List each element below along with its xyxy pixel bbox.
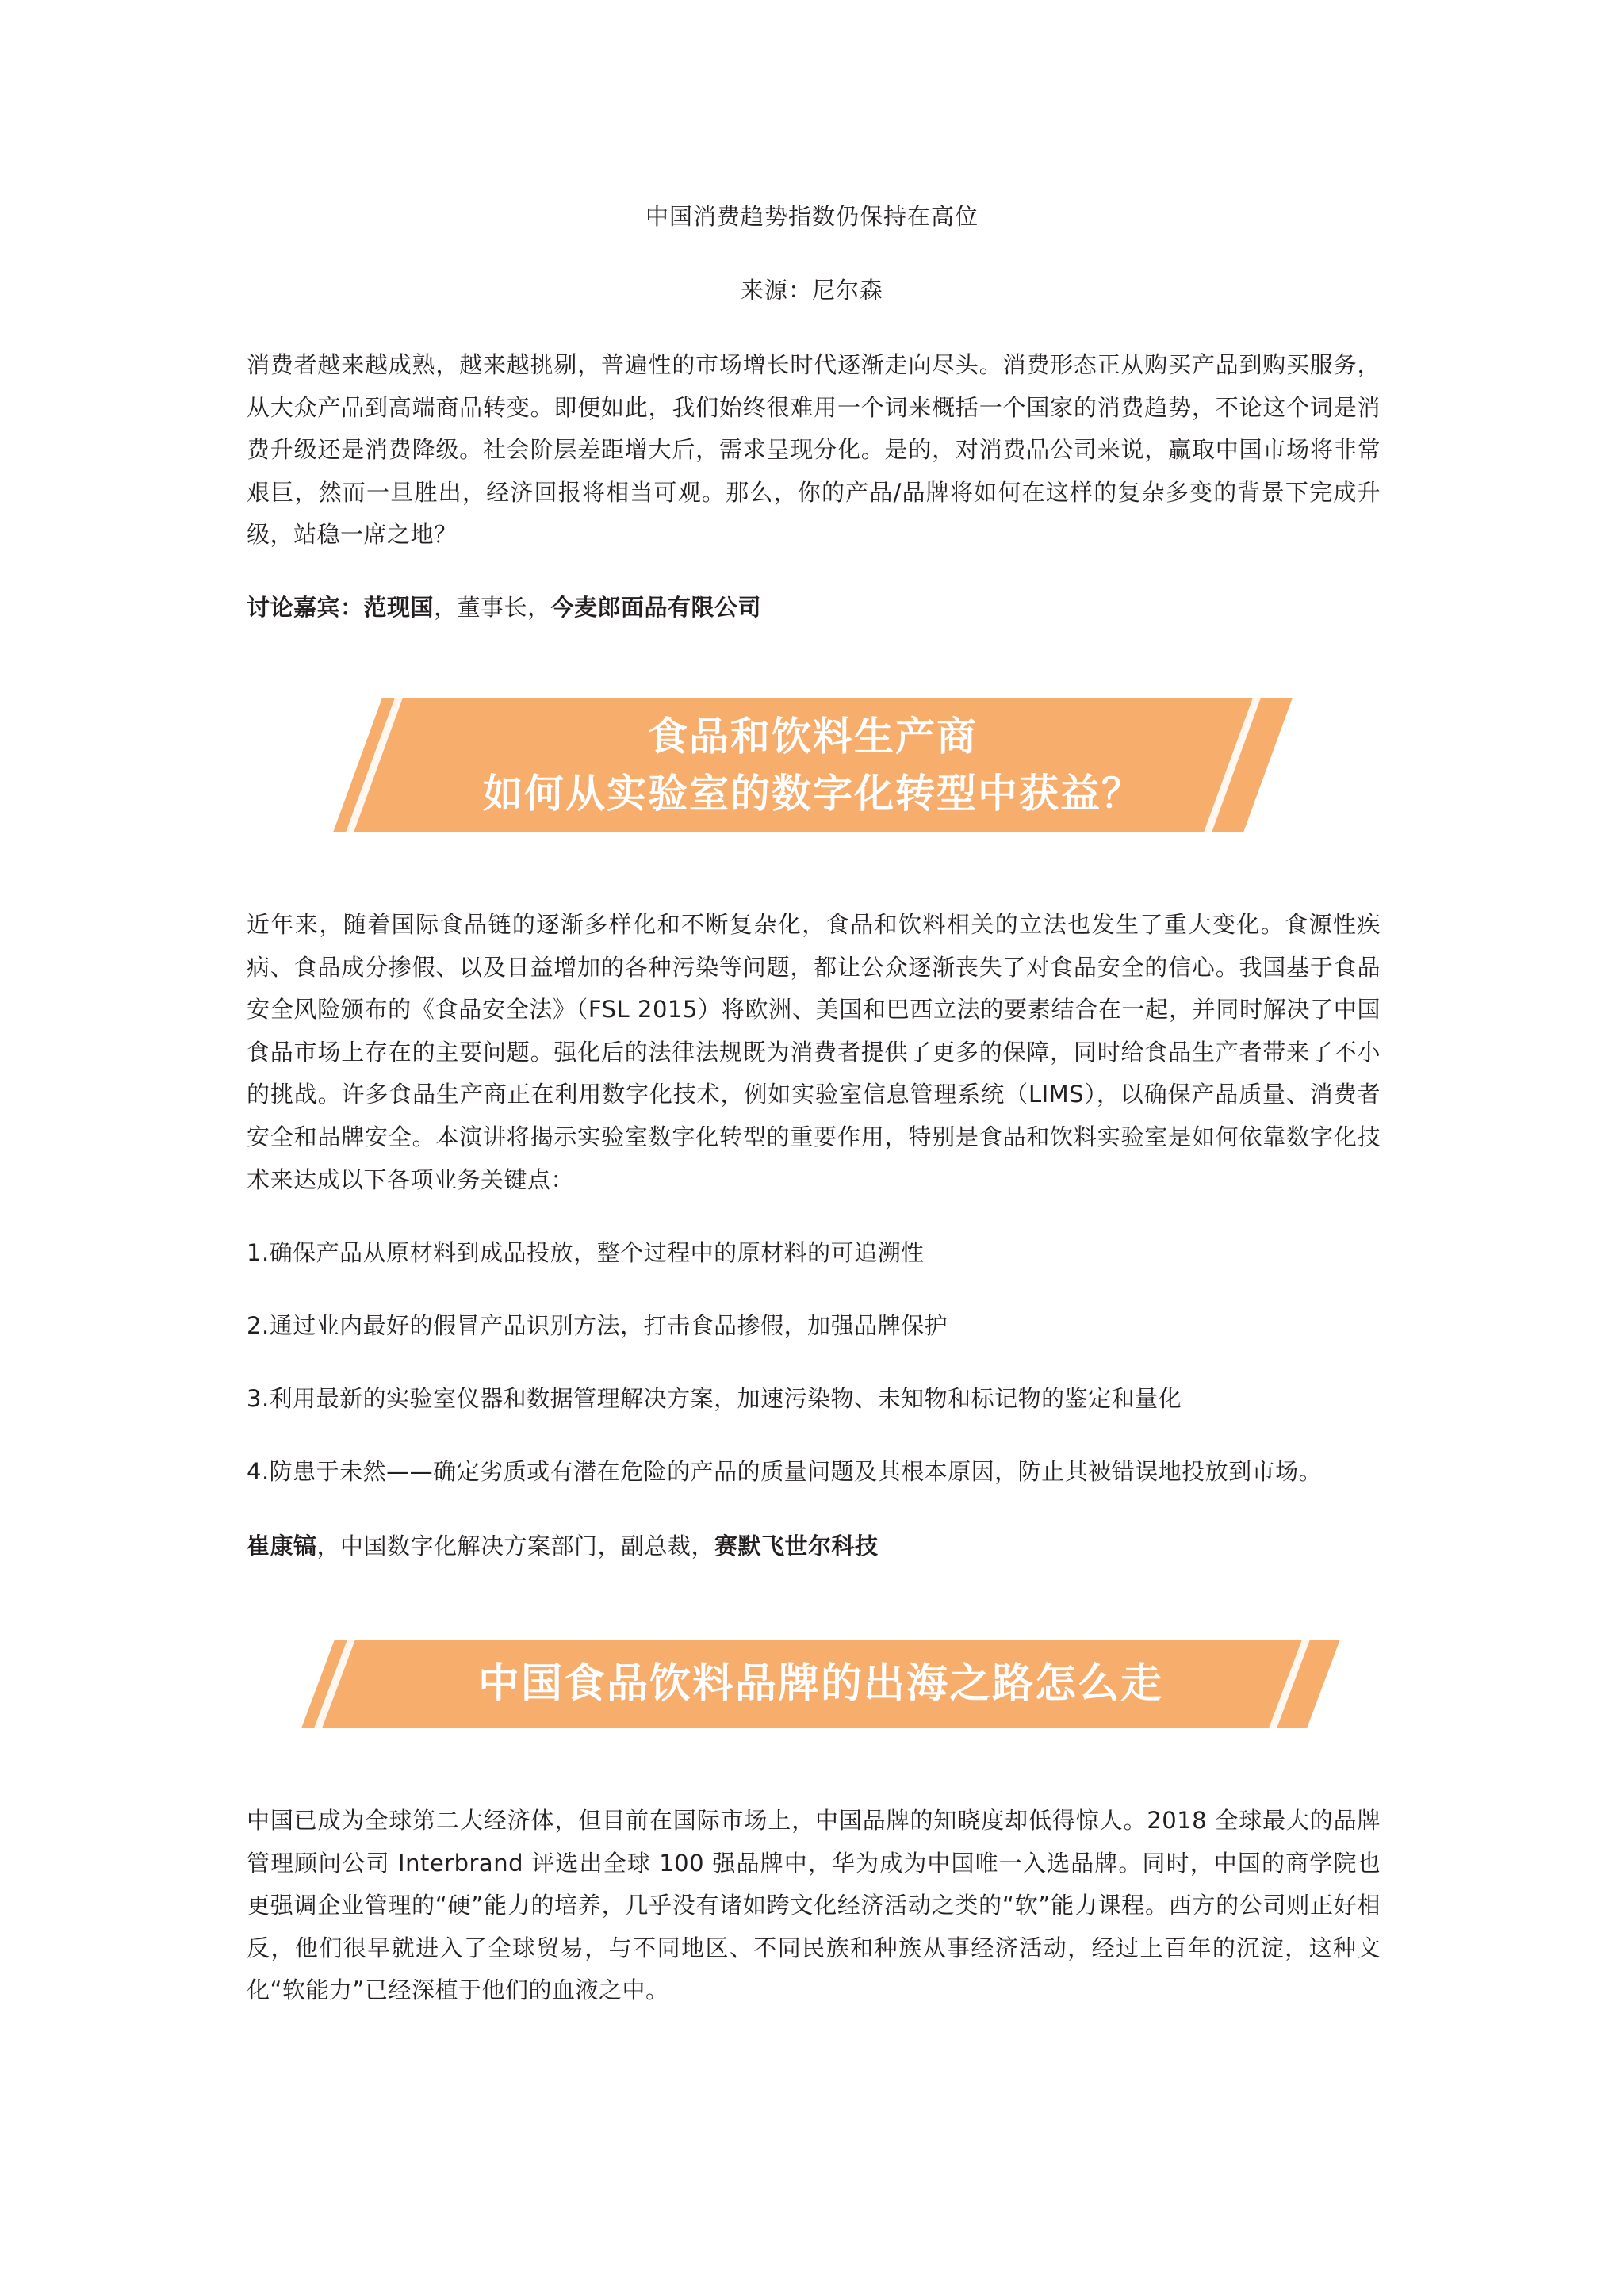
- speaker-company: 今麦郎面品有限公司: [550, 594, 762, 621]
- speaker-title-2: ，中国数字化解决方案部门，副总裁，: [316, 1533, 715, 1559]
- speaker-label: 讨论嘉宾：: [247, 594, 364, 621]
- intro-paragraph: 消费者越来越成熟，越来越挑剔，普遍性的市场增长时代逐渐走向尽头。消费形态正从购买产品到购买服务，从大众产品到高端商品转变。即便如此，我们始终很难用一个词来概括一个国家的消费趋势，不论这个词是消费升级还是消费降级。社会阶层差距增大后，需求呈现分化。是的，对消费品公司来说，赢取中国市场将非常艰巨，然而一旦胜出，经济回报将相当可观。那么，你的产品/品牌将如何在这样的复杂多变的背景下完成升级，站稳一席之地？: [247, 351, 1381, 549]
- document-title: 中国消费趋势指数仍保持在高位: [645, 203, 979, 230]
- lab-paragraph: 近年来，随着国际食品链的逐渐多样化和不断复杂化，食品和饮料相关的立法也发生了重大变化。食源性疾病、食品成分掺假、以及日益增加的各种污染等问题，都让公众逐渐丧失了对食品安全的信心。我国基于食品安全风险颁布的《食品安全法》（FSL 2015）将欧洲、美国和巴西立法的要素结合在一起，并同时解决了中国食品市场上存在的主要问题。强化后的法律法规既为消费者提供了更多的保障，同时给食品生产者带来了不小的挑战。许多食品生产商正在利用数字化技术，例如实验室信息管理系统（LIMS），以确保产品质量、消费者安全和品牌安全。本演讲将揭示实验室数字化转型的重要作用，特别是食品和饮料实验室是如何依靠数字化技术来达成以下各项业务关键点：: [247, 911, 1381, 1193]
- speaker-name: 范现国: [363, 594, 435, 621]
- speaker-line-1: [247, 591, 1420, 623]
- source-line: 来源：尼尔森: [740, 277, 883, 304]
- banner-brand-overseas-title: 中国食品饮料品牌的出海之路怎么走: [477, 1660, 1163, 1708]
- brand-paragraph: 中国已成为全球第二大经济体，但目前在国际市场上，中国品牌的知晓度却低得惊人。2018 全球最大的品牌管理顾问公司 Interbrand 评选出全球 100 强品牌中，华为成为中国唯一入选品牌。同时，中国的商学院也更强调企业管理的“硬”能力的培养，几乎没有诸如跨文化经济活动之类的“软”能力课程。西方的公司则正好相反，他们很早就进入了全球贸易，与不同地区、不同民族和种族从事经济活动，经过上百年的沉淀，这种文化“软能力”已经深植于他们的血液之中。: [247, 1807, 1381, 2004]
- banner-digital-lab: [333, 698, 1293, 832]
- list-item: 2.通过业内最好的假冒产品识别方法，打击食品掺假，加强品牌保护: [247, 1312, 948, 1339]
- speaker-company-2: 赛默飞世尔科技: [714, 1533, 879, 1559]
- speaker-title: ，董事长，: [434, 594, 551, 621]
- banner-digital-lab-line1: 食品和饮料生产商: [648, 714, 978, 760]
- speaker-name-2: 崔康镐: [247, 1533, 317, 1559]
- banner-digital-lab-line2: 如何从实验室的数字化转型中获益？: [483, 771, 1143, 817]
- banner-brand-overseas: [301, 1640, 1340, 1728]
- list-item: 4.防患于未然——确定劣质或有潜在危险的产品的质量问题及其根本原因，防止其被错误地投放到市场。: [247, 1458, 1323, 1485]
- list-item: 3.利用最新的实验室仪器和数据管理解决方案，加速污染物、未知物和标记物的鉴定和量化: [247, 1385, 1182, 1412]
- speaker-line-2: [247, 1530, 1420, 1562]
- list-item: 1.确保产品从原材料到成品投放，整个过程中的原材料的可追溯性: [247, 1239, 925, 1266]
